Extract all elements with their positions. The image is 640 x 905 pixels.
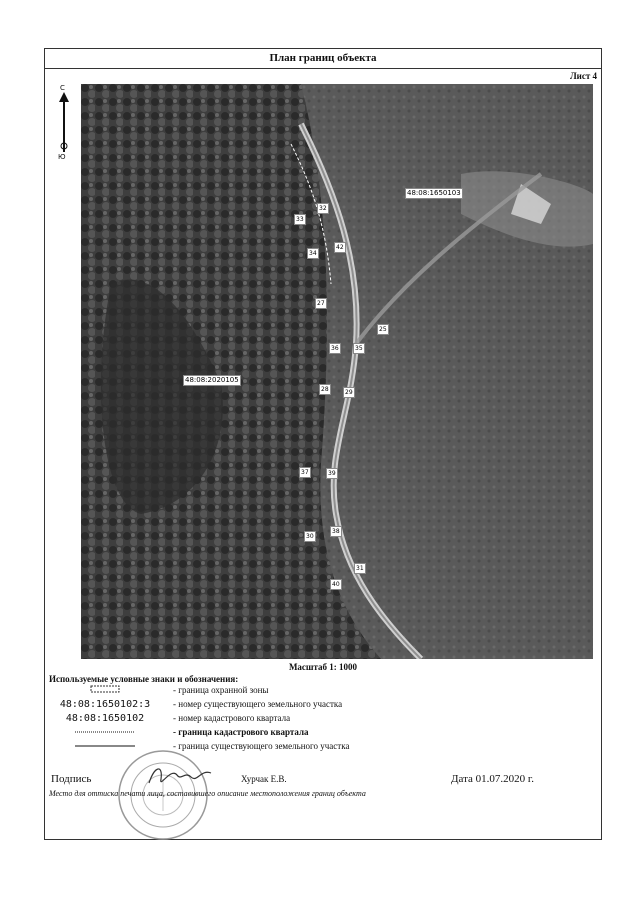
legend-text: - граница существующего земельного участка (173, 741, 350, 751)
signature-date: Дата 01.07.2020 г. (451, 773, 534, 785)
boundary-point-label: 34 (309, 250, 317, 257)
handwritten-signature (145, 761, 215, 791)
boundary-point-label: 36 (331, 345, 339, 352)
boundary-point-label: 40 (332, 581, 340, 588)
boundary-point-label: 25 (379, 326, 387, 333)
boundary-point-label: 31 (356, 565, 364, 572)
boundary-point-label: 30 (306, 533, 314, 540)
map-scale: Масштаб 1: 1000 (288, 662, 358, 672)
boundary-point-label: 27 (317, 300, 325, 307)
legend-text: - номер кадастрового квартала (173, 713, 291, 723)
stamp-place-note: Место для оттиска печати лица, составившего описание местоположения границ объекта (49, 789, 366, 798)
quarter-label: 48:08:2020105 (185, 376, 239, 384)
legend-item (45, 713, 601, 727)
boundary-point-label: 32 (319, 205, 327, 212)
legend-text: - граница охранной зоны (173, 685, 269, 695)
legend-text: - номер существующего земельного участка (173, 699, 343, 709)
quarter-boundary-symbol (45, 727, 165, 738)
legend-heading: Используемые условные знаки и обозначения: (49, 674, 239, 684)
legend-item (45, 727, 601, 741)
quarter-label: 48:08:1650103 (407, 189, 461, 197)
boundary-point-label: 33 (296, 216, 304, 223)
legend-item (45, 699, 601, 713)
signer-name: Хурчак Е.В. (241, 774, 287, 784)
page-title: План границ объекта (45, 49, 601, 69)
legend-text: - граница кадастрового квартала (173, 727, 309, 737)
quarter-number-symbol: 48:08:1650102 (65, 713, 145, 724)
plan-sheet (44, 48, 602, 840)
north-label: С (60, 84, 65, 92)
boundary-point-label: 42 (336, 244, 344, 251)
boundary-point-label: 29 (345, 389, 353, 396)
protection-zone-symbol (45, 685, 165, 696)
sheet-number: Лист 4 (569, 71, 597, 81)
south-label: Ю (58, 153, 66, 161)
aerial-map (81, 84, 593, 659)
signature-label: Подпись (51, 773, 92, 785)
boundary-point-label: 28 (321, 386, 329, 393)
aerial-photo (81, 84, 593, 659)
boundary-point-label: 39 (328, 470, 336, 477)
boundary-point-label: 35 (355, 345, 363, 352)
legend-item (45, 685, 601, 699)
compass-arrow-icon (58, 92, 70, 154)
parcel-number-symbol: 48:08:1650102:3 (59, 699, 151, 710)
boundary-point-label: 38 (332, 528, 340, 535)
boundary-point-label: 37 (301, 469, 309, 476)
north-arrow (58, 84, 70, 164)
